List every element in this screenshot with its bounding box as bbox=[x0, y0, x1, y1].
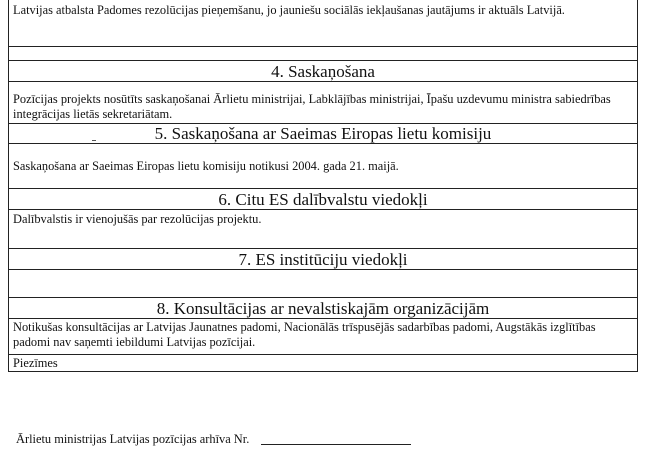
notes-label: Piezīmes bbox=[8, 354, 638, 372]
section4-heading: 4. Saskaņošana bbox=[8, 60, 638, 82]
section5-heading: 5. Saskaņošana ar Saeimas Eiropas lietu komisiju bbox=[8, 123, 638, 144]
section4-text: Pozīcijas projekts nosūtīts saskaņošanai Ārlietu ministrijai, Labklājības ministrijai, Īpašu uzdevumu ministra sabiedrības integrācijas lietās sekretariātam. bbox=[8, 82, 638, 123]
section7-heading: 7. ES institūciju viedokļi bbox=[8, 248, 638, 270]
spacer bbox=[8, 234, 638, 248]
spacer bbox=[8, 47, 638, 60]
archive-label: Ārlietu ministrijas Latvijas pozīcijas arhīva Nr. bbox=[16, 432, 250, 446]
section5-text: Saskaņošana ar Saeimas Eiropas lietu komisiju notikusi 2004. gada 21. maijā. bbox=[8, 144, 638, 188]
section7-empty-body bbox=[8, 270, 638, 297]
section8-text: Notikušas konsultācijas ar Latvijas Jaunatnes padomi, Nacionālās trīspusējās sadarbības padomi, Augstākās izglītības padomi nav saņemti iebildumi Latvijas pozīcijai. bbox=[8, 319, 638, 354]
position-document bbox=[8, 0, 638, 372]
section3-text: Latvijas atbalsta Padomes rezolūcijas pieņemšanu, jo jauniešu sociālās iekļaušanas jautājums ir aktuāls Latvijā. bbox=[8, 0, 638, 47]
section6-text: Dalībvalstis ir vienojušās par rezolūcijas projektu. bbox=[8, 210, 638, 234]
section8-heading: 8. Konsultācijas ar nevalstiskajām organizācijām bbox=[8, 297, 638, 319]
archive-footer bbox=[16, 432, 411, 447]
archive-number-line bbox=[261, 444, 411, 445]
section6-heading: 6. Citu ES dalībvalstu viedokļi bbox=[8, 188, 638, 210]
scan-mark bbox=[92, 140, 96, 141]
